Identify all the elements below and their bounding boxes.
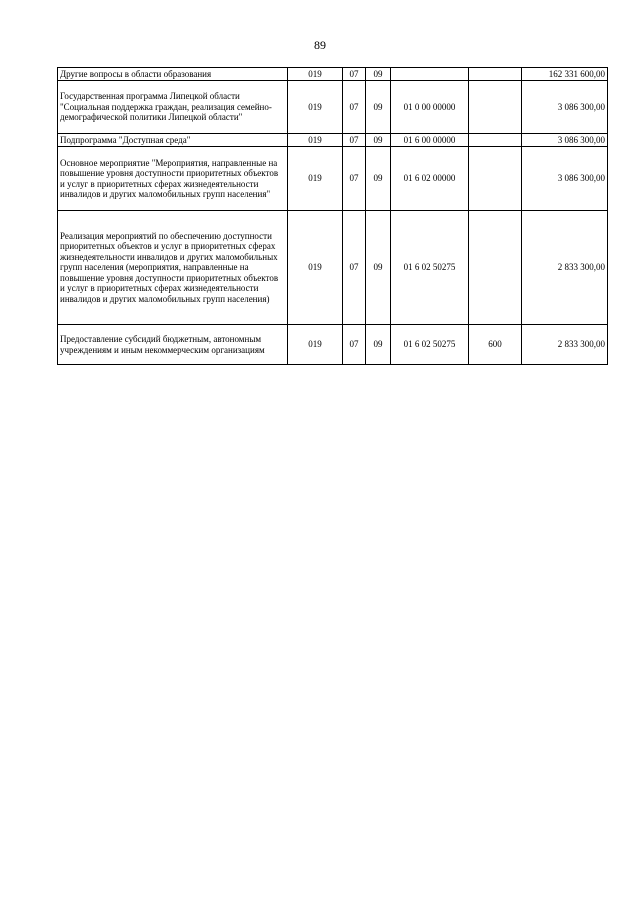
table-row	[58, 68, 608, 81]
row-name: Реализация мероприятий по обеспечению доступности приоритетных объектов и услуг в приоритетных сферах жизнедеятельности инвалидов и других маломобильных групп населения (мероприятия, направленные на повышение уровня доступности приоритетных объектов и услуг в приоритетных сферах жизнедеятельности инвалидов и других маломобильных групп населения)	[58, 211, 288, 325]
row-expense-type-code	[469, 147, 522, 211]
row-subsection-code: 09	[366, 325, 391, 365]
row-department-code: 019	[288, 325, 343, 365]
row-amount: 3 086 300,00	[522, 134, 608, 147]
row-department-code: 019	[288, 81, 343, 134]
row-name: Предоставление субсидий бюджетным, автономным учреждениям и иным некоммерческим организациям	[58, 325, 288, 365]
row-target-article-code: 01 0 00 00000	[391, 81, 469, 134]
row-name: Основное мероприятие "Мероприятия, направленные на повышение уровня доступности приоритетных объектов и услуг в приоритетных сферах жизнедеятельности инвалидов и других маломобильных групп населения"	[58, 147, 288, 211]
budget-table	[57, 67, 608, 365]
row-expense-type-code	[469, 211, 522, 325]
table-row	[58, 81, 608, 134]
row-department-code: 019	[288, 68, 343, 81]
row-section-code: 07	[343, 147, 366, 211]
row-target-article-code: 01 6 02 50275	[391, 325, 469, 365]
table-row	[58, 147, 608, 211]
row-expense-type-code	[469, 68, 522, 81]
row-subsection-code: 09	[366, 147, 391, 211]
row-department-code: 019	[288, 211, 343, 325]
row-section-code: 07	[343, 134, 366, 147]
row-name: Подпрограмма "Доступная среда"	[58, 134, 288, 147]
row-target-article-code: 01 6 00 00000	[391, 134, 469, 147]
row-amount: 2 833 300,00	[522, 325, 608, 365]
page-number: 89	[314, 38, 326, 52]
row-target-article-code	[391, 68, 469, 81]
row-amount: 2 833 300,00	[522, 211, 608, 325]
row-amount: 3 086 300,00	[522, 147, 608, 211]
row-subsection-code: 09	[366, 81, 391, 134]
row-section-code: 07	[343, 68, 366, 81]
row-amount: 3 086 300,00	[522, 81, 608, 134]
row-target-article-code: 01 6 02 00000	[391, 147, 469, 211]
row-expense-type-code	[469, 81, 522, 134]
row-subsection-code: 09	[366, 134, 391, 147]
row-subsection-code: 09	[366, 211, 391, 325]
row-department-code: 019	[288, 134, 343, 147]
row-amount: 162 331 600,00	[522, 68, 608, 81]
row-section-code: 07	[343, 325, 366, 365]
table-row	[58, 325, 608, 365]
row-expense-type-code	[469, 134, 522, 147]
row-subsection-code: 09	[366, 68, 391, 81]
row-target-article-code: 01 6 02 50275	[391, 211, 469, 325]
row-section-code: 07	[343, 211, 366, 325]
table-row	[58, 211, 608, 325]
table-row	[58, 134, 608, 147]
row-section-code: 07	[343, 81, 366, 134]
row-department-code: 019	[288, 147, 343, 211]
row-name: Другие вопросы в области образования	[58, 68, 288, 81]
row-expense-type-code: 600	[469, 325, 522, 365]
row-name: Государственная программа Липецкой области "Социальная поддержка граждан, реализация семейно-демографической политики Липецкой области"	[58, 81, 288, 134]
